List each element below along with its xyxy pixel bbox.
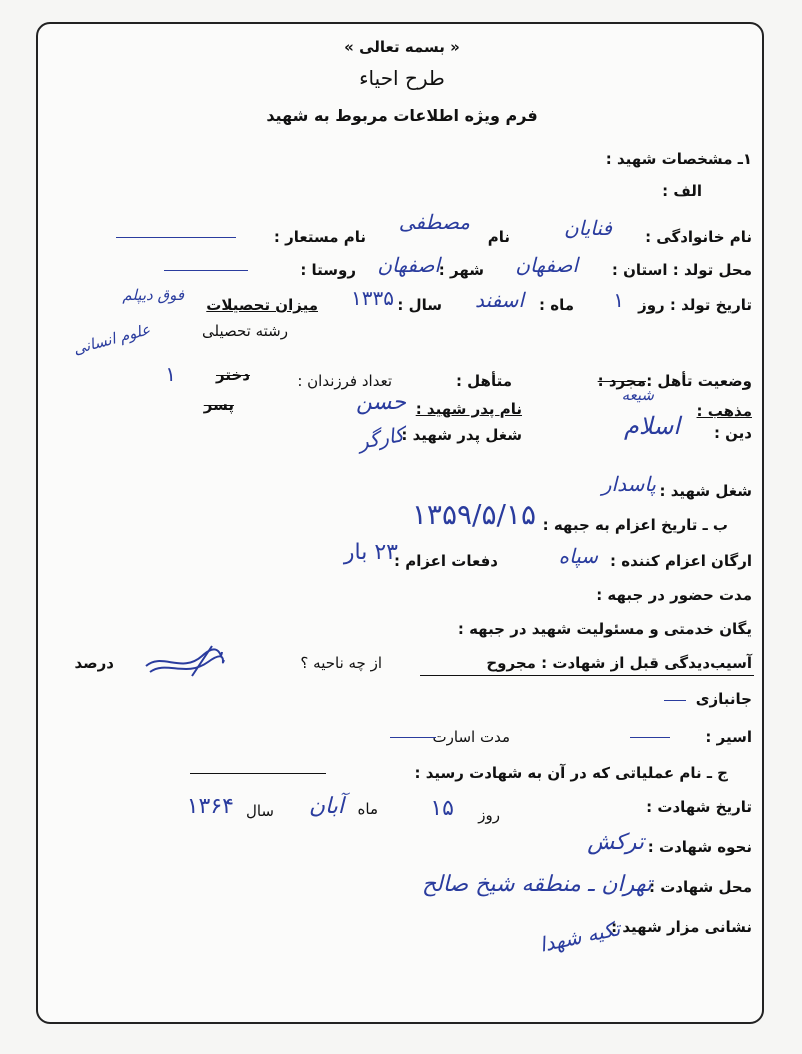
job-label: شغل شهید : [659, 482, 752, 500]
martyr-day-value: ۱۵ [430, 796, 454, 821]
captive-label: اسیر : [705, 728, 752, 746]
org-label: ارگان اعزام کننده : [610, 552, 752, 570]
married-label: متأهل : [455, 372, 512, 390]
sect-label: مذهب : [696, 402, 752, 420]
province-value: اصفهان [515, 253, 578, 277]
place-label: محل شهادت : [649, 878, 752, 896]
captivity-label: مدت اسارت [432, 728, 510, 746]
injury-label: آسیب‌دیدگی قبل از شهادت : مجروح [486, 654, 752, 672]
veteran-label: جانبازی [695, 690, 752, 708]
captivity-blank [390, 737, 436, 738]
birth-year-value: ۱۳۳۵ [351, 286, 394, 310]
marital-label: وضعیت تأهل : [646, 372, 752, 390]
name-label: نام [487, 228, 510, 246]
alias-blank [116, 237, 236, 238]
village-blank [164, 270, 248, 271]
birth-month-label: ماه : [539, 296, 574, 314]
captive-blank [630, 737, 670, 738]
city-label: شهر : [438, 261, 484, 279]
dispatch-date-label: ب ـ تاریخ اعزام به جبهه : [542, 516, 728, 534]
martyr-year-label: سال [245, 802, 274, 820]
birthdate-label: تاریخ تولد : روز [638, 296, 752, 314]
birth-month-value: اسفند [475, 288, 524, 312]
part-a-label: الف : [662, 182, 702, 200]
city-value: اصفهان [377, 253, 440, 277]
name-value: مصطفی [398, 210, 470, 234]
alias-label: نام مستعار : [273, 228, 366, 246]
father-job-value: کارگر [356, 422, 407, 454]
grave-value: تکیه شهدا [537, 916, 623, 957]
education-value: فوق دیپلم [122, 286, 184, 304]
place-value: تهران ـ منطقه شیخ صالح [421, 872, 652, 897]
birth-day-value: ۱ [613, 288, 624, 312]
duration-label: مدت حضور در جبهه : [596, 586, 752, 604]
religion-label: دین : [713, 424, 752, 442]
birth-year-label: سال : [397, 296, 442, 314]
unit-label: یگان خدمتی و مسئولیت شهید در جبهه : [457, 620, 752, 638]
village-label: روستا : [300, 261, 356, 279]
percent-label: درصد [74, 654, 114, 672]
manner-label: نحوه شهادت : [647, 838, 752, 856]
martyr-date-label: تاریخ شهادت : [646, 798, 752, 816]
education-label: میزان تحصیلات [206, 296, 318, 314]
form-title: فرم ویژه اطلاعات مربوط به شهید [266, 106, 538, 125]
family-value: فنایان [563, 216, 612, 240]
father-job-label: شغل پدر شهید : [401, 426, 522, 444]
martyr-day-label: روز [478, 806, 500, 824]
birthplace-label: محل تولد : استان : [611, 261, 752, 279]
times-value: ۲۳ بار [343, 540, 398, 565]
major-value: علوم انسانی [71, 320, 153, 359]
martyr-month-value: آبان [308, 794, 344, 819]
sect-value: شیعه [621, 386, 654, 404]
form-sheet [36, 22, 764, 1024]
operation-blank [190, 773, 326, 774]
injury-strike [420, 675, 754, 676]
martyr-year-value: ۱۳۶۴ [186, 794, 234, 819]
job-value: پاسدار [601, 472, 656, 496]
single-label: مجرد : [597, 372, 646, 390]
family-label: نام خانوادگی : [645, 228, 752, 246]
father-value: حسن [356, 390, 406, 415]
children-value: ۱ [165, 362, 176, 386]
daughter-label: دختر [216, 366, 250, 384]
plan-title: طرح احیاء [359, 66, 445, 90]
father-label: نام پدر شهید : [415, 400, 522, 418]
dispatch-date-value: ۱۳۵۹/۵/۱۵ [411, 498, 536, 531]
times-label: دفعات اعزام : [394, 552, 498, 570]
martyr-month-label: ماه [357, 800, 378, 818]
basmala: « بسمه تعالی » [344, 38, 460, 56]
children-label: تعداد فرزندان : [297, 372, 392, 390]
major-label: رشته تحصیلی [201, 322, 288, 340]
son-label: پسر [203, 396, 234, 414]
injury-where-label: از چه ناحیه ؟ [300, 654, 382, 672]
injury-scribble [142, 644, 226, 678]
section1-heading: ۱ـ مشخصات شهید : [605, 150, 752, 168]
org-value: سپاه [558, 544, 598, 568]
operation-label: ج ـ نام عملیاتی که در آن به شهادت رسید : [414, 764, 728, 782]
manner-value: ترکش [587, 830, 644, 855]
religion-value: اسلام [624, 412, 680, 440]
veteran-blank [664, 700, 686, 701]
grave-label: نشانی مزار شهید : [611, 918, 752, 936]
